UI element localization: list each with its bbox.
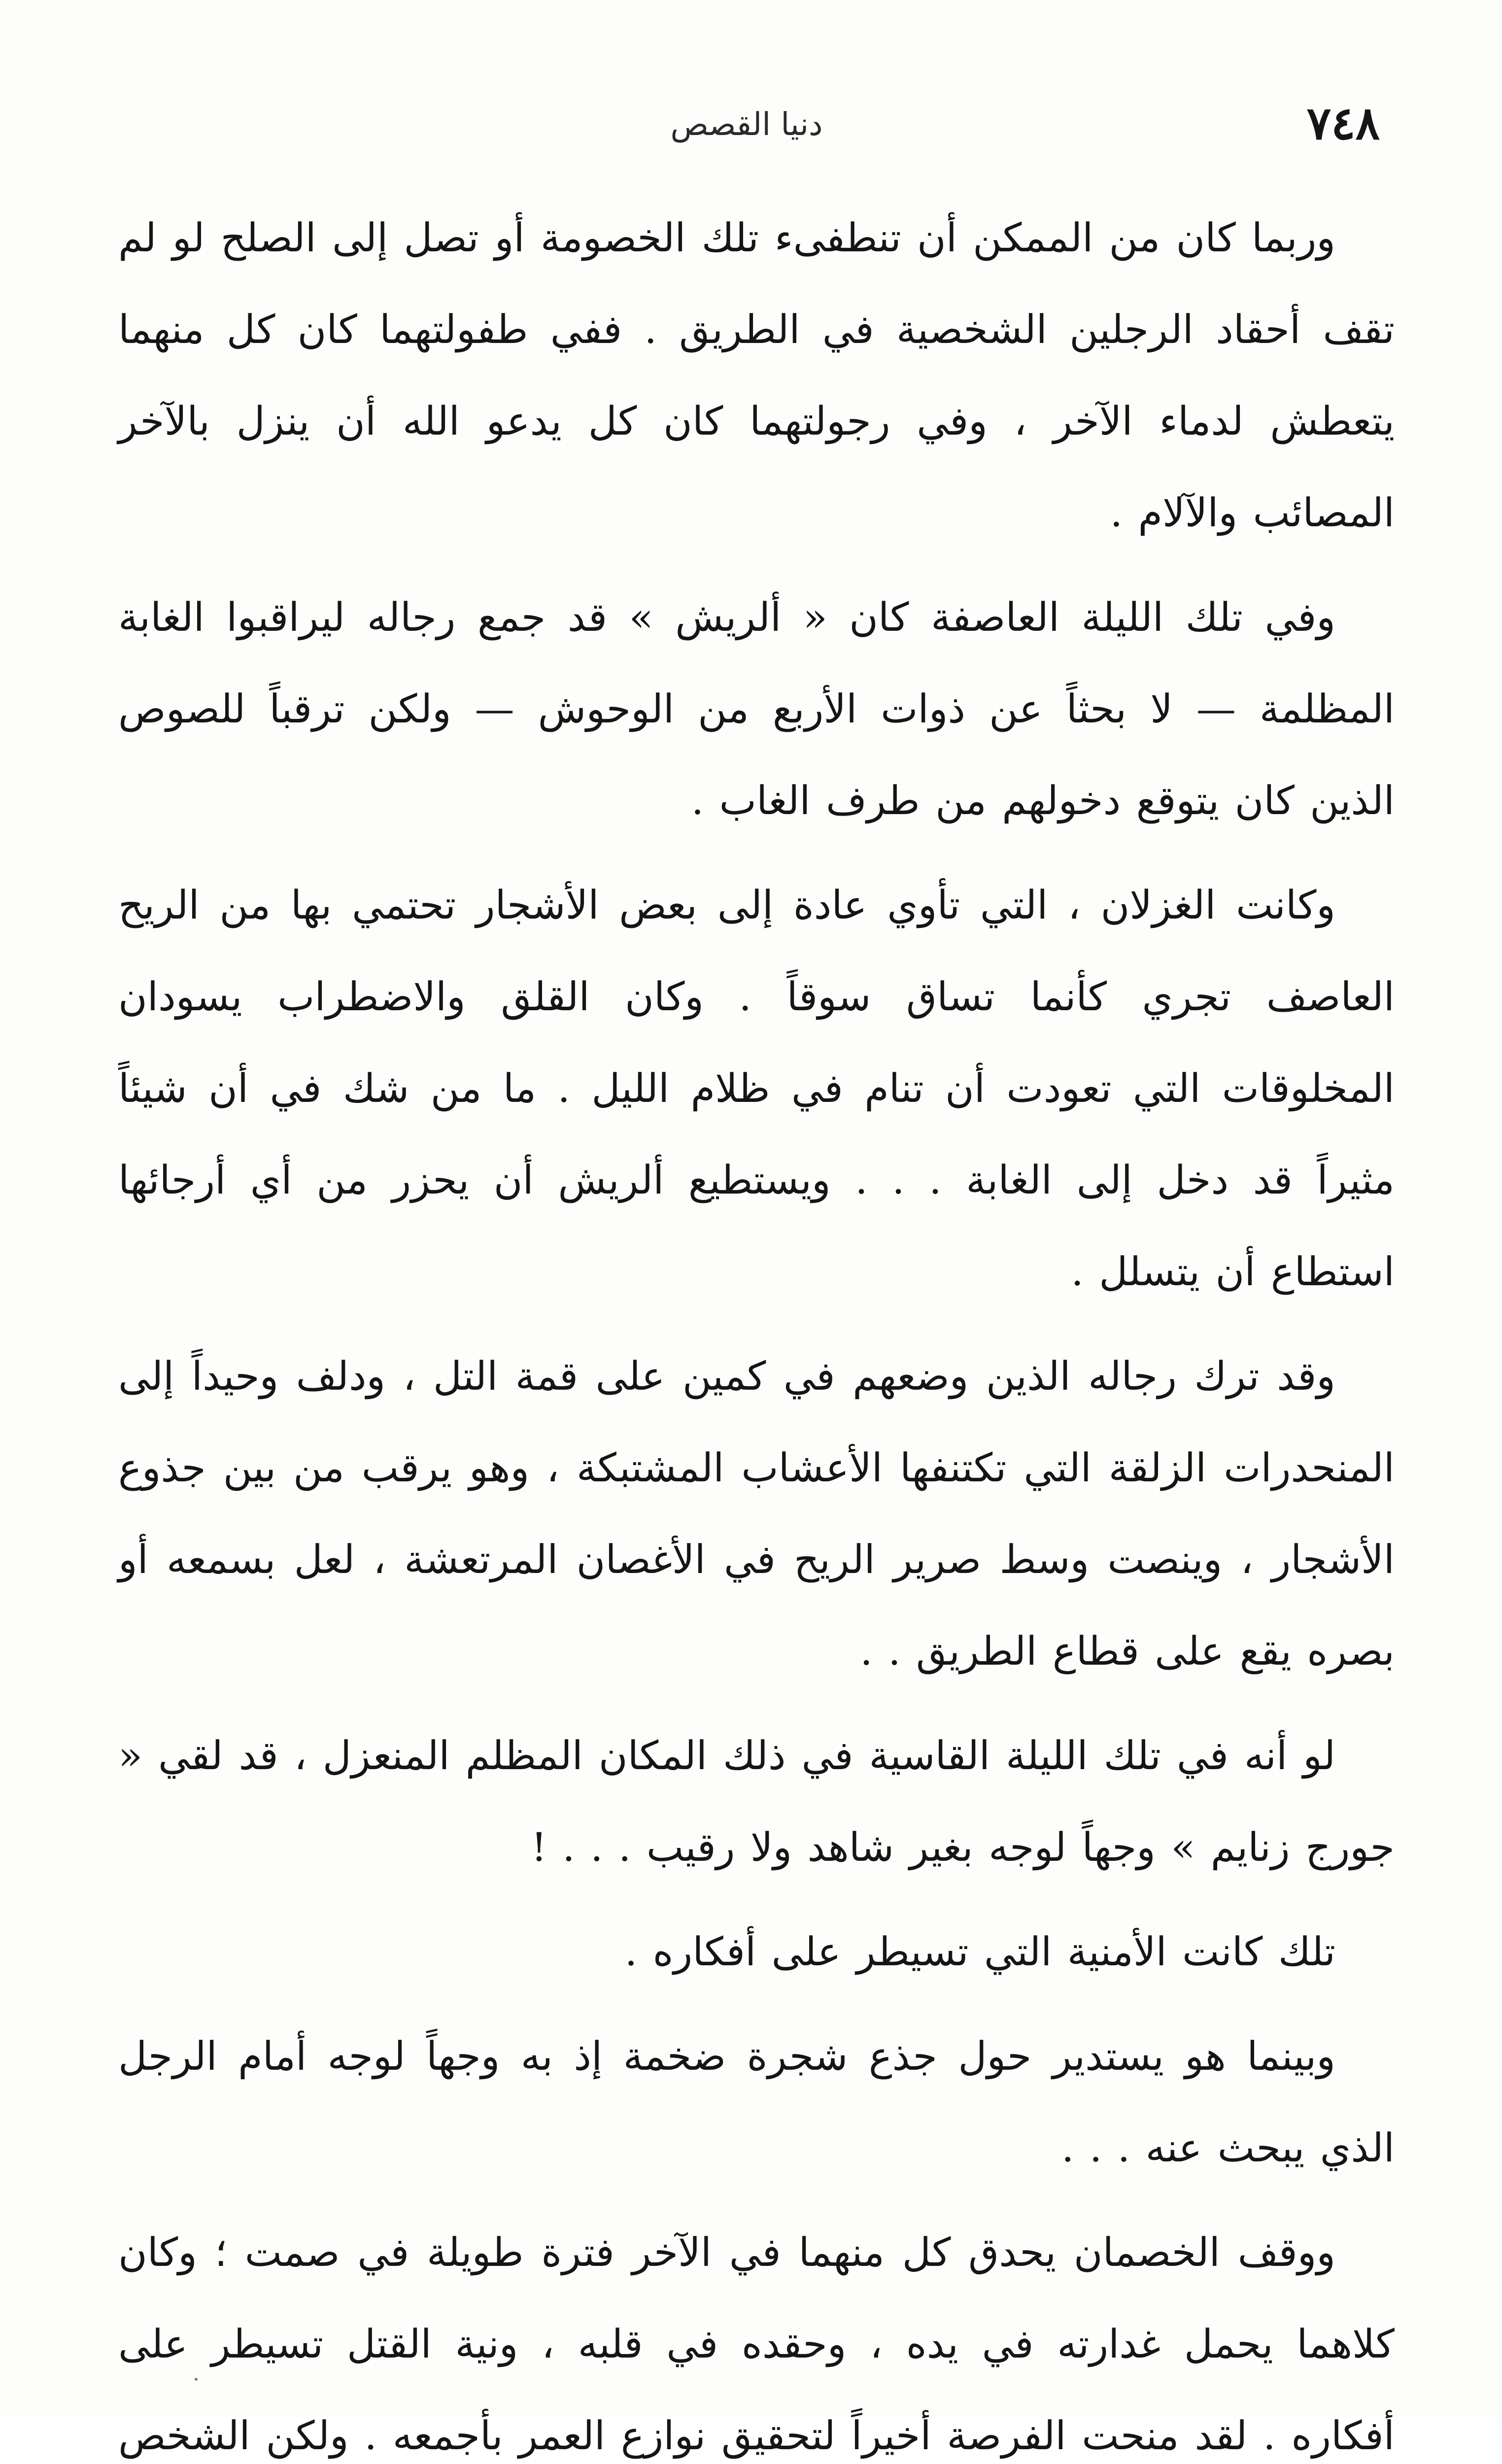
paragraph: تلك كانت الأمنية التي تسيطر على أفكاره .	[624, 1929, 1335, 1975]
running-title: دنيا القصص	[670, 106, 823, 143]
paragraph: وربما كان من الممكن أن تنطفىء تلك الخصومة أو تصل إلى الصلح لو لم تقف أحقاد الرجلين الشخصية في الطريق . ففي طفولتهما كان كل منهما يتعطش لدماء الآخر ، وفي رجولتهما كان كل يدعو الله أن ينزل بالآخر المصائب والآلام .	[118, 215, 1395, 536]
paragraph: وفي تلك الليلة العاصفة كان « ألريش » قد جمع رجاله ليراقبوا الغابة المظلمة — لا بحثاً عن ذوات الأربع من الوحوش — ولكن ترقباً للصوص الذين كان يتوقع دخولهم من طرف الغاب .	[118, 594, 1395, 823]
paper-speck	[195, 2378, 198, 2381]
paragraph: لو أنه في تلك الليلة القاسية في ذلك المكان المظلم المنعزل ، قد لقي « جورج زنايم » وجهاً لوجه بغير شاهد ولا رقيب . . . !	[118, 1733, 1395, 1870]
paragraph: وبينما هو يستدير حول جذع شجرة ضخمة إذ به وجهاً لوجه أمام الرجل الذي يبحث عنه . . .	[118, 2033, 1395, 2171]
paragraph: ووقف الخصمان يحدق كل منهما في الآخر فترة طويلة في صمت ؛ وكان كلاهما يحمل غدارته في يده ، وحقده في قلبه ، ونية القتل تسيطر على أفكاره . لقد منحت الفرصة أخيراً لتحقيق نوازع العمر بأجمعه . ولكن الشخص	[118, 2229, 1395, 2459]
page-header	[113, 94, 1380, 158]
page-number: ٧٤٨	[1306, 97, 1380, 150]
paragraph: وكانت الغزلان ، التي تأوي عادة إلى بعض الأشجار تحتمي بها من الريح العاصف تجري كأنما تساق سوقاً . وكان القلق والاضطراب يسودان المخلوقات التي تعودت أن تنام في ظلام الليل . ما من شك في أن شيئاً مثيراً قد دخل إلى الغابة . . . ويستطيع ألريش أن يحزر من أي أرجائها استطاع أن يتسلل .	[118, 882, 1395, 1295]
page-body	[118, 192, 1395, 2464]
paragraph: وقد ترك رجاله الذين وضعهم في كمين على قمة التل ، ودلف وحيداً إلى المنحدرات الزلقة التي تكتنفها الأعشاب المشتبكة ، وهو يرقب من بين جذوع الأشجار ، وينصت وسط صرير الريح في الأغصان المرتعشة ، لعل بسمعه أو بصره يقع على قطاع الطريق . .	[118, 1353, 1395, 1674]
